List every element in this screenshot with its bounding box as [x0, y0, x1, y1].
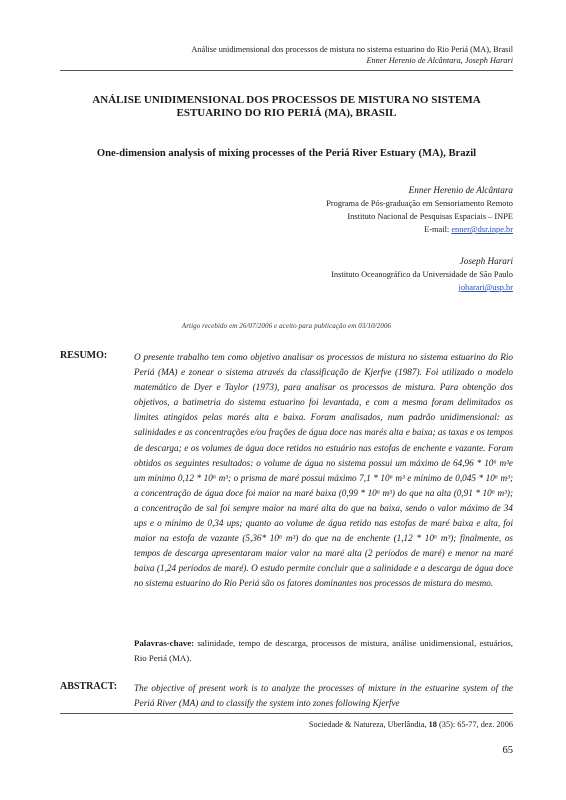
received-accepted-dates: Artigo recebido em 26/07/2006 e aceito para publicação em 03/10/2006 [181, 322, 392, 330]
running-header-title: Análise unidimensional dos processos de mistura no sistema estuarino do Rio Periá (MA), Brasil [191, 45, 513, 54]
journal-citation [60, 720, 513, 729]
author-email-link[interactable]: enner@dsr.inpe.br [451, 225, 513, 234]
email-label: E-mail: [424, 225, 452, 234]
author-email-link[interactable]: joharari@usp.br [458, 283, 513, 292]
keywords-label: Palavras-chave: [134, 638, 195, 648]
journal-name: Sociedade & Natureza, Uberlândia, [308, 720, 429, 729]
journal-volume: 18 [428, 720, 437, 729]
author-affiliation: Instituto Nacional de Pesquisas Espaciais – INPE [347, 212, 513, 221]
author-affiliation: Instituto Oceanográfico da Universidade de São Paulo [331, 270, 513, 279]
resumo-text: O presente trabalho tem como objetivo analisar os processos de mistura no sistema estuarino do Rio Periá (MA) e zonear o sistema através da classificação de Kjerfve (1987). Foi utilizado o modelo matemático de Dyer e Taylor (1973), para analisar os processos de mistura. Para obtenção dos objetivos, a batimetria do sistema estuarino foi levantada, e com a mesma foram delimitados os limites atingidos pelas marés alta e baixa. Foram analisados, num padrão unidimensional: as salinidades e as concentrações e/ou frações de água doce nas marés alta e baixa; as taxas e os tempos de descarga; e os volumes de água doce retidos no estuário nas estofas de enchente e vazante. Foram obtidos os seguintes resultados: o volume de água no sistema possui um máximo de 64,96 * 10⁶ m³e um mínimo 0,12 * 10⁶ m³; o prisma de maré possui máximo 7,1 * 10⁶ m³ e mínimo de 0,045 * 10⁶ m³; a concentração de água doce foi maior na maré baixa (0,99 * 10⁶ m³) do que na alta (0,91 * 10⁶ m³); a concentração de sal foi sempre maior na maré alta do que na baixa, sendo o valor máximo de 34 ups e o mínimo de 0,34 ups; quanto ao volume de água retido nas estofas de maré baixa e alta, foi maior na estofa de vazante (5,36* 10⁶ m³) do que na de enchente (1,12 * 10⁶ m³); finalmente, os tempos de descarga apresentaram maior valor na maré alta (2 períodos de maré) e menor na maré baixa (1,24 períodos de maré). O estudo permite concluir que a salinidade e a descarga de água doce no sistema estuarino do Rio Periá são os fatores dominantes nos processos de mistura do mesmo. [134, 352, 513, 589]
author-name: Enner Herenio de Alcântara [408, 185, 513, 195]
author-name: Joseph Harari [459, 256, 513, 266]
page-number: 65 [502, 745, 513, 756]
running-header [60, 44, 513, 66]
abstract-text: The objective of present work is to analyze the processes of mixture in the estuarine system of the Periá River (MA) and to classify the system into zones following Kjerfve [134, 683, 513, 708]
running-header-authors: Enner Herenio de Alcântara, Joseph Harari [366, 56, 513, 65]
author-block-1 [326, 184, 513, 236]
keywords [134, 636, 513, 666]
resumo-label: RESUMO: [60, 350, 108, 361]
journal-issue-pages: (35): 65-77, dez. 2006 [436, 720, 513, 729]
author-email-line [331, 281, 513, 294]
author-email-line [326, 223, 513, 236]
footer-divider [60, 713, 513, 714]
author-affiliation: Programa de Pós-graduação em Sensoriamento Remoto [326, 199, 513, 208]
keywords-text: salinidade, tempo de descarga, processos de mistura, análise unidimensional, estuários, Rio Periá (MA). [134, 638, 513, 663]
header-divider [60, 70, 513, 71]
article-title-portuguese: ANÁLISE UNIDIMENSIONAL DOS PROCESSOS DE MISTURA NO SISTEMA ESTUARINO DO RIO PERIÁ (MA), BRASIL [92, 94, 481, 119]
author-block-2 [331, 255, 513, 294]
abstract-label: ABSTRACT: [60, 681, 118, 692]
article-title-english: One-dimension analysis of mixing processes of the Periá River Estuary (MA), Brazil [96, 148, 477, 159]
